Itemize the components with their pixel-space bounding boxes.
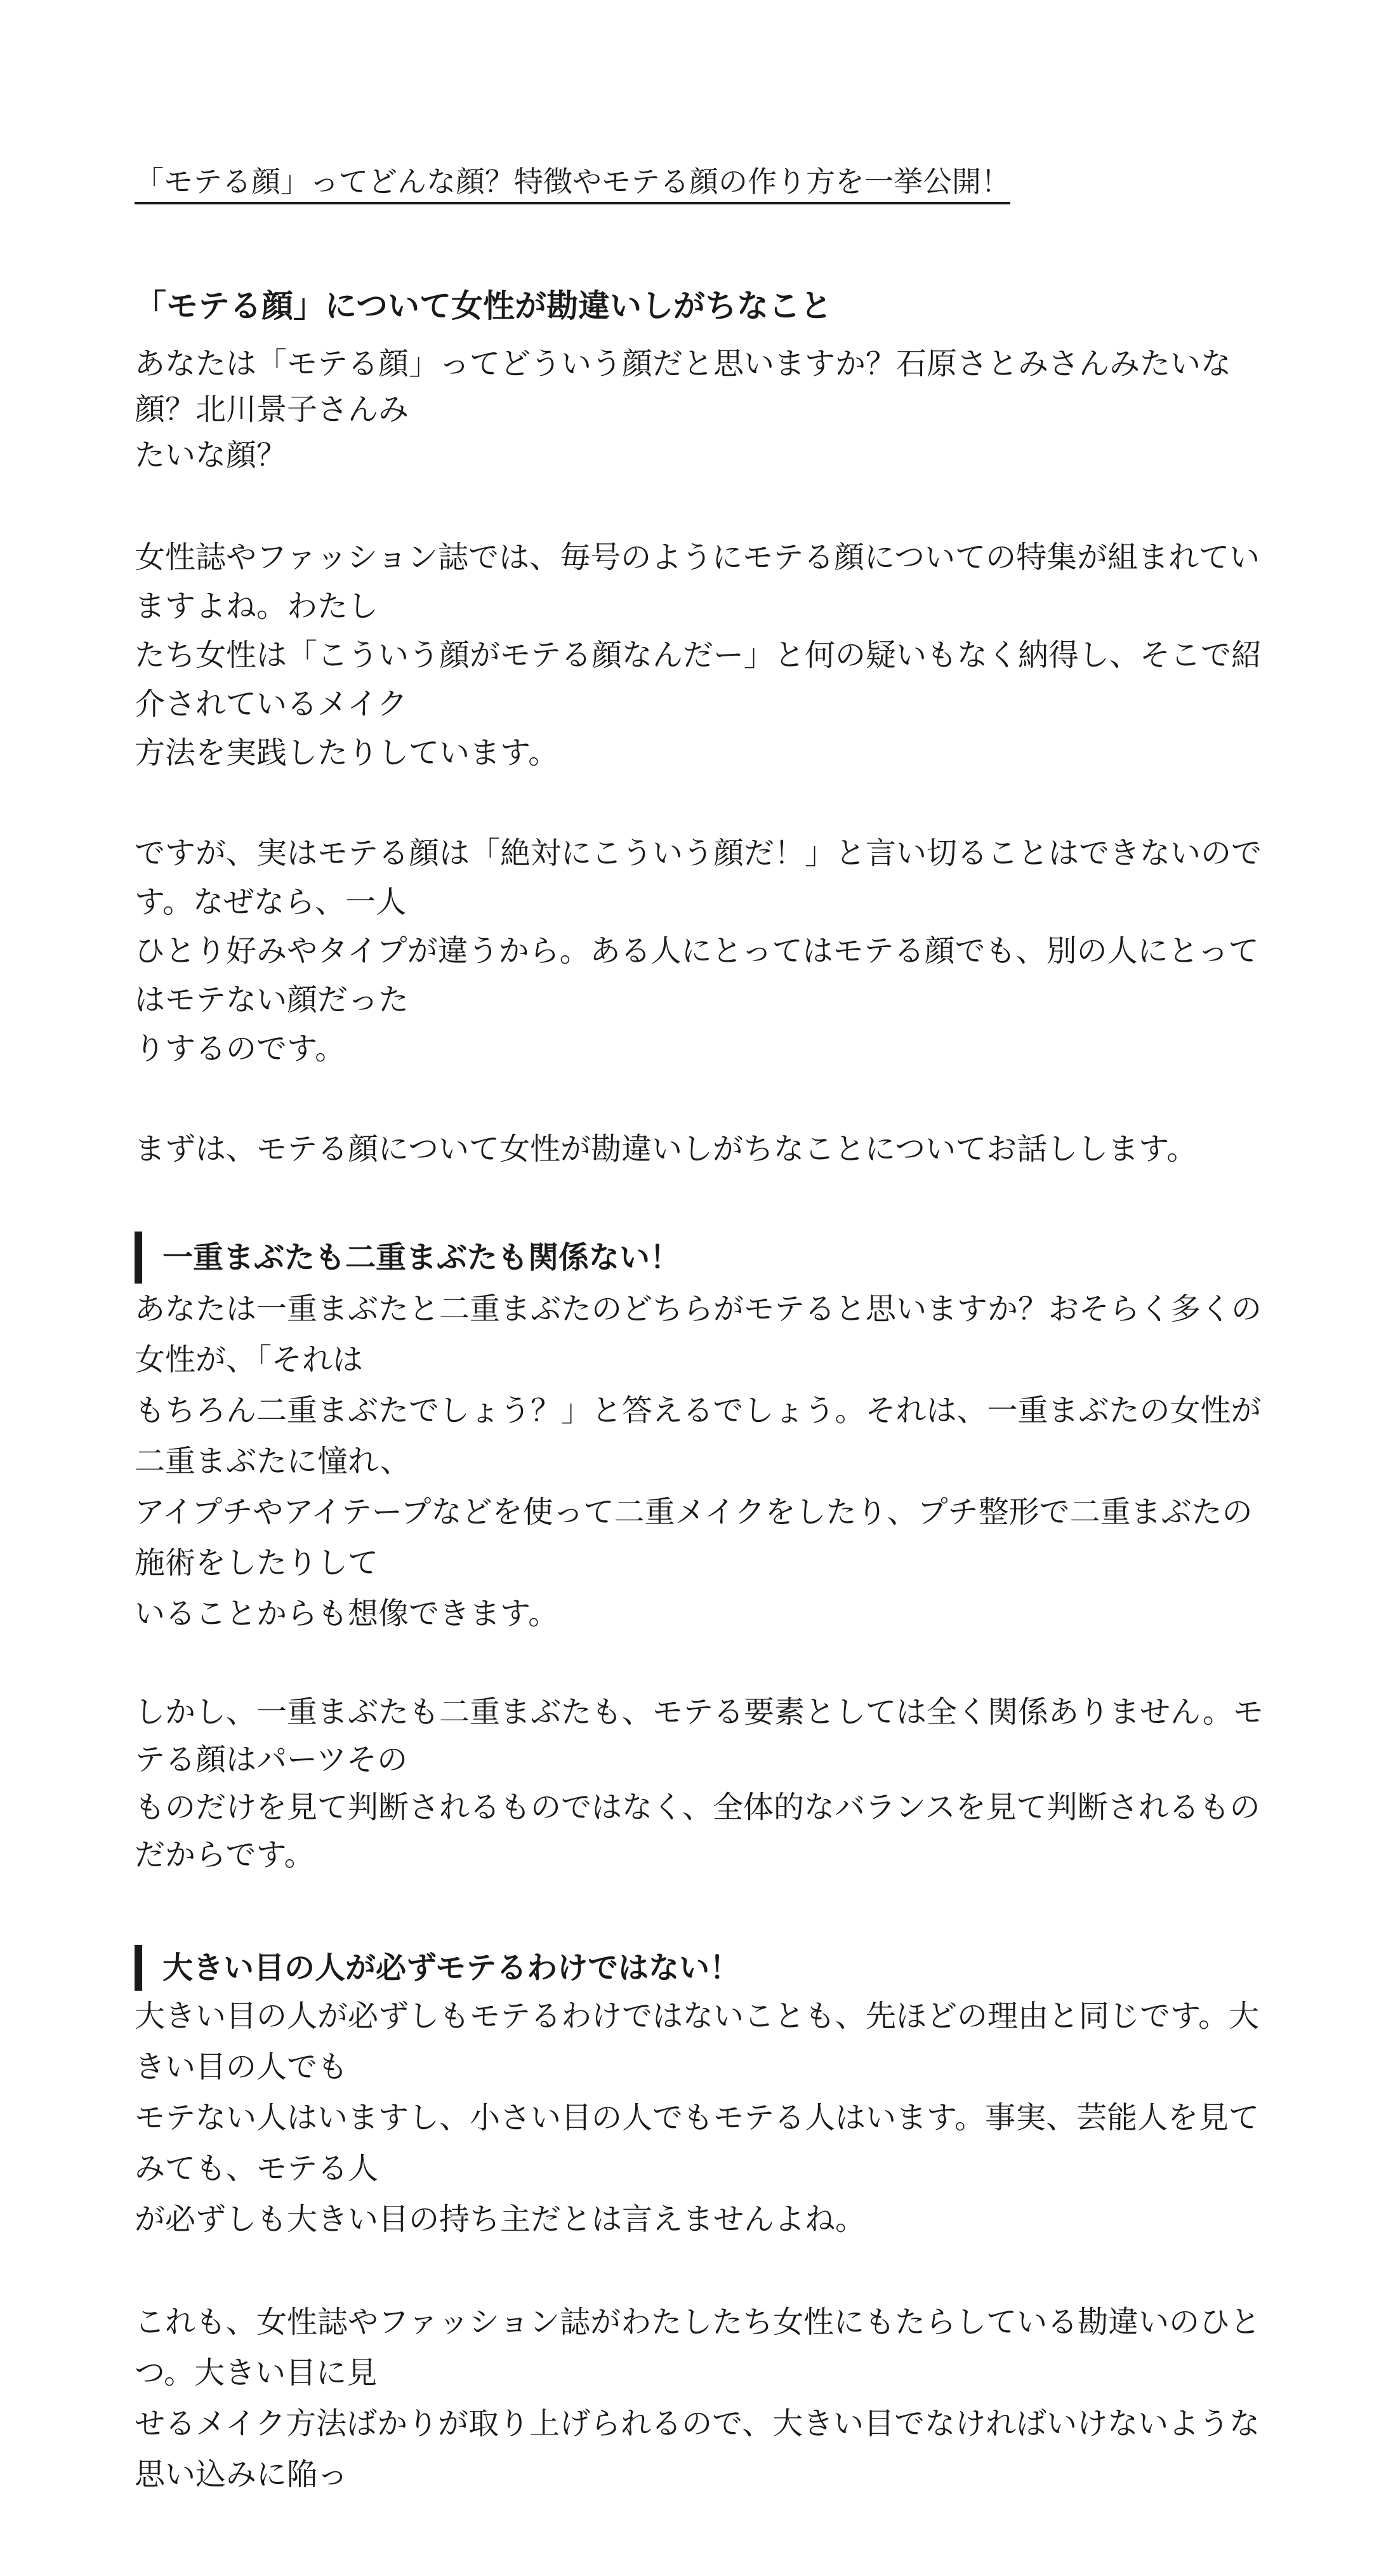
text-line: ものだけを見て判断されるものではなく、全体的なバランスを見て判断されるものだからです。 (135, 1789, 1260, 1873)
paragraph (135, 1991, 1264, 2245)
paragraph (135, 533, 1264, 778)
paragraph (135, 2297, 1264, 2500)
article-title: 「モテる顔」ってどんな顔？特徴やモテる顔の作り方を一挙公開！ (135, 163, 1010, 204)
text-line: あなたは一重まぶたと二重まぶたのどちらがモテると思いますか？おそらく多くの女性が、「それは (135, 1291, 1262, 1378)
text-line: が必ずしも大きい目の持ち主だとは言えませんよね。 (135, 2201, 866, 2237)
paragraph (135, 1689, 1264, 1879)
text-line: 方法を実践したりしています。 (135, 735, 559, 771)
text-line: りするのです。 (135, 1031, 346, 1066)
paragraph (135, 341, 1264, 478)
text-line: たいな顔？ (135, 437, 287, 473)
section-heading: 「モテる顔」について女性が勘違いしがちなこと (135, 288, 832, 324)
text-line: モテない人はいますし、小さい目の人でもモテる人はいます。事実、芸能人を見てみても、モテる人 (135, 2100, 1260, 2186)
paragraph (135, 1284, 1264, 1639)
paragraph (135, 1125, 1264, 1174)
subsection-heading: 大きい目の人が必ずモテるわけではない！ (135, 1945, 1264, 1991)
text-line: アイプチやアイテープなどを使って二重メイクをしたり、プチ整形で二重まぶたの施術をしたりして (135, 1494, 1253, 1581)
text-line: しかし、一重まぶたも二重まぶたも、モテる要素としては全く関係ありません。モテる顔はパーツその (135, 1694, 1264, 1777)
text-line: せるメイク方法ばかりが取り上げられるので、大きい目でなければいけないような思い込みに陥っ (135, 2406, 1260, 2492)
text-line: もちろん二重まぶたでしょう？」と答えるでしょう。それは、一重まぶたの女性が二重まぶたに憧れ、 (135, 1393, 1262, 1479)
text-line: まずは、モテる顔について女性が勘違いしがちなことについてお話しします。 (135, 1131, 1198, 1167)
text-line: たち女性は「こういう顔がモテる顔なんだー」と何の疑いもなく納得し、そこで紹介されているメイク (135, 637, 1262, 722)
text-line: 女性誌やファッション誌では、毎号のようにモテる顔についての特集が組まれていますよね。わたし (135, 540, 1260, 624)
text-line: ひとり好みやタイプが違うから。ある人にとってはモテる顔でも、別の人にとってはモテない顔だった (135, 933, 1259, 1018)
subsection-heading: 一重まぶたも二重まぶたも関係ない！ (135, 1232, 1264, 1284)
paragraph (135, 829, 1264, 1073)
text-line: これも、女性誌やファッション誌がわたしたち女性にもたらしている勘違いのひとつ。大きい目に見 (135, 2304, 1261, 2391)
text-line: あなたは「モテる顔」ってどういう顔だと思いますか？石原さとみさんみたいな顔？北川景子さんみ (135, 346, 1232, 427)
text-line: いることからも想像できます。 (135, 1596, 559, 1631)
text-line: 大きい目の人が必ずしもモテるわけではないことも、先ほどの理由と同じです。大きい目の人でも (135, 1998, 1260, 2085)
text-line: ですが、実はモテる顔は「絶対にこういう顔だ！」と言い切ることはできないのです。なぜなら、一人 (135, 835, 1262, 920)
